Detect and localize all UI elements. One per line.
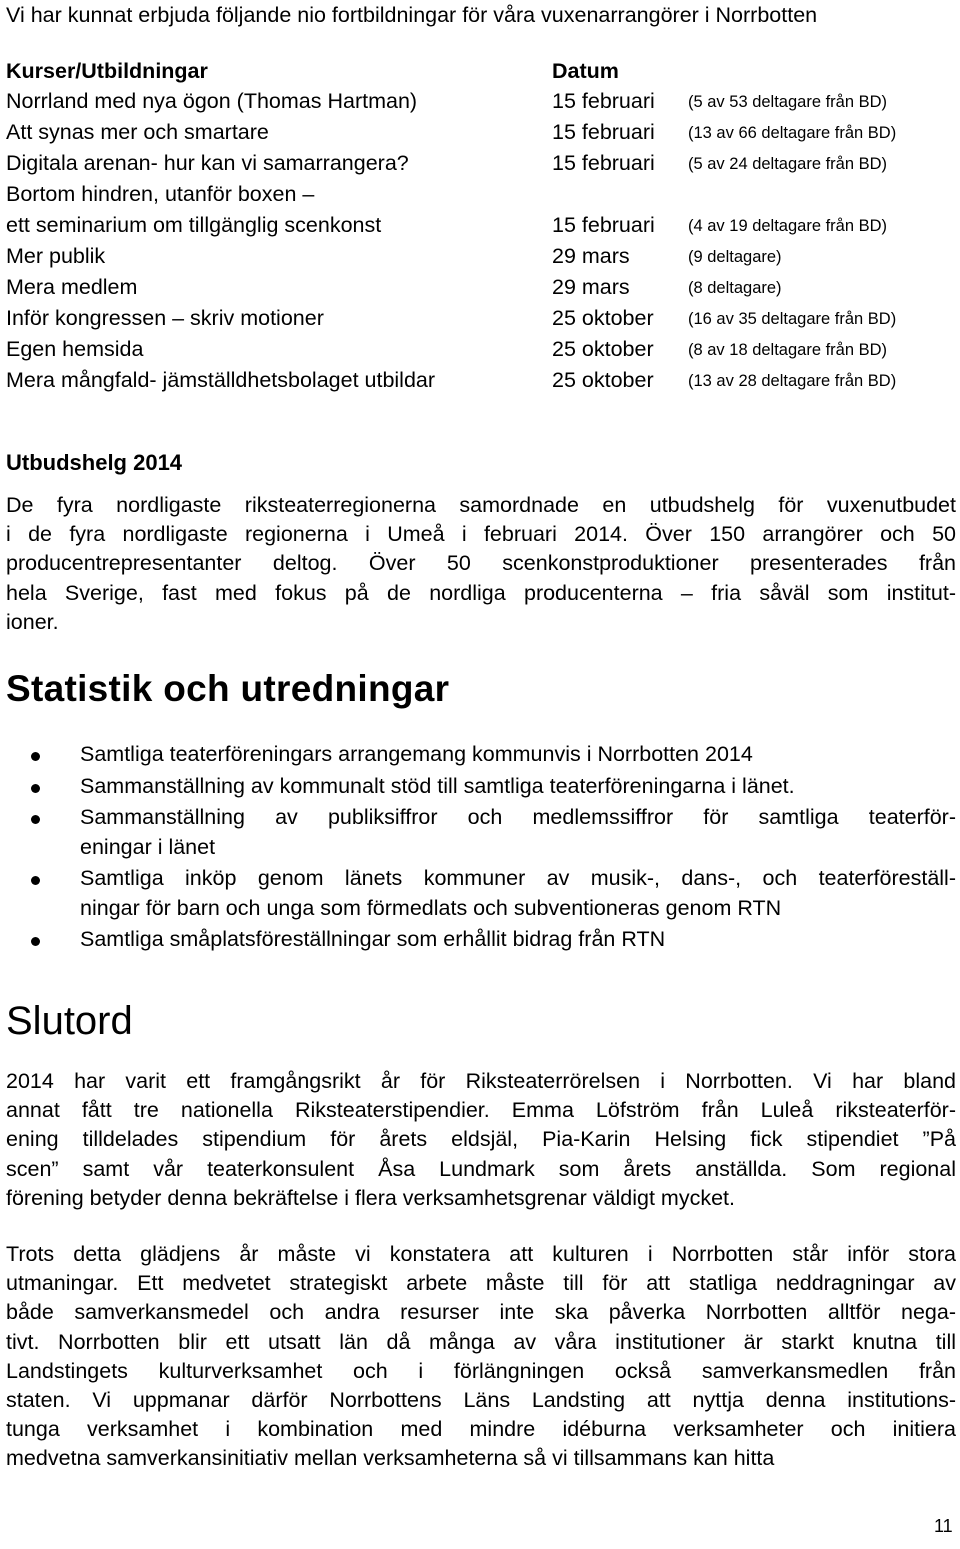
course-date: 29 mars <box>552 275 630 299</box>
slutord-p1-line: annat fått tre nationella Riksteaterstipendier. Emma Löfström från Luleå riksteaterför- <box>6 1098 956 1123</box>
course-participants: (5 av 53 deltagare från BD) <box>688 93 888 111</box>
course-participants: (8 av 18 deltagare från BD) <box>688 341 888 359</box>
courses-rows <box>6 86 956 396</box>
utbudshelg-line: De fyra nordligaste riksteaterregionerna samordnade en utbudshelg för vuxenutbudet <box>6 493 956 517</box>
course-name: Mera mångfald- jämställdhetsbolaget utbildar <box>6 368 436 392</box>
course-date: 15 februari <box>552 89 655 113</box>
slutord-p2-line: Landstingets kulturverksamhet och i förlängningen också samverkansmedlen från <box>6 1358 956 1383</box>
course-participants: (13 av 66 deltagare från BD) <box>688 124 897 142</box>
course-row <box>6 303 956 334</box>
utbudshelg-heading: Utbudshelg 2014 <box>6 450 183 475</box>
slutord-p2-line: tivt. Norrbotten blir ett utsatt län då många av våra institutioner är starkt knutna till <box>6 1329 956 1354</box>
course-row <box>6 117 956 148</box>
slutord-p1-line: 2014 har varit ett framgångsrikt år för Riksteaterrörelsen i Norrbotten. Vi har bland <box>6 1069 956 1093</box>
statistik-item-text: Samtliga småplatsföreställningar som erhållit bidrag från RTN <box>80 927 666 951</box>
course-name: Egen hemsida <box>6 337 144 361</box>
intro-text: Vi har kunnat erbjuda följande nio fortbildningar för våra vuxenarrangörer i Norrbotten <box>6 3 818 27</box>
slutord-p1-line: förening betyder denna bekräftelse i flera verksamhetsgrenar väldigt mycket. <box>6 1185 735 1210</box>
course-row <box>6 272 956 303</box>
statistik-heading: Statistik och utredningar <box>6 668 450 709</box>
course-name: Norrland med nya ögon (Thomas Hartman) <box>6 89 418 113</box>
course-name: Mer publik <box>6 244 106 268</box>
statistik-item-text: Samtliga inköp genom länets kommuner av musik-, dans-, och teaterföreställ- <box>80 866 956 890</box>
course-participants: (16 av 35 deltagare från BD) <box>688 310 897 328</box>
statistik-item-text: eningar i länet <box>80 834 216 859</box>
course-row <box>6 241 956 272</box>
course-row <box>6 210 956 241</box>
course-date: 25 oktober <box>552 306 654 330</box>
bullet-dot-icon <box>31 815 40 824</box>
utbudshelg-line: ioner. <box>6 609 59 634</box>
slutord-p2-line: utmaningar. Ett medvetet strategiskt arbete måste till för att statliga neddragningar av <box>6 1271 956 1296</box>
course-name: Inför kongressen – skriv motioner <box>6 306 324 330</box>
slutord-p2-line: både samverkansmedel och andra resurser inte ska påverka Norrbotten alltför nega- <box>6 1300 956 1325</box>
course-name: Mera medlem <box>6 275 138 299</box>
utbudshelg-paragraph <box>6 491 956 637</box>
statistik-item <box>0 740 956 770</box>
course-row <box>6 148 956 179</box>
course-name: Att synas mer och smartare <box>6 120 269 144</box>
statistik-item <box>0 772 956 802</box>
statistik-item-text: Samtliga teaterföreningars arrangemang kommunvis i Norrbotten 2014 <box>80 742 753 766</box>
course-participants: (13 av 28 deltagare från BD) <box>688 372 897 390</box>
slutord-heading: Slutord <box>6 999 133 1043</box>
statistik-item <box>0 864 956 923</box>
utbudshelg-line: i de fyra nordligaste regionerna i Umeå i februari 2014. Över 150 arrangörer och 50 <box>6 522 956 547</box>
course-date: 15 februari <box>552 213 655 237</box>
course-date: 15 februari <box>552 151 655 175</box>
page-number: 11 <box>934 1516 953 1536</box>
course-participants: (5 av 24 deltagare från BD) <box>688 155 888 173</box>
bullet-dot-icon <box>31 784 40 793</box>
course-name: ett seminarium om tillgänglig scenkonst <box>6 213 382 237</box>
statistik-list <box>0 740 960 955</box>
statistik-item-text: ningar för barn och unga som förmedlats och subventioneras genom RTN <box>80 895 782 920</box>
course-name: Bortom hindren, utanför boxen – <box>6 182 315 206</box>
slutord-paragraph-1 <box>6 1067 956 1213</box>
utbudshelg-line: hela Sverige, fast med fokus på de nordliga producenterna – fria såväl som institut- <box>6 580 956 605</box>
course-date: 25 oktober <box>552 368 654 392</box>
course-row <box>6 179 956 210</box>
utbudshelg-line: producentrepresentanter deltog. Över 50 scenkonstproduktioner presenterades från <box>6 551 956 576</box>
statistik-item-text: Sammanställning av publiksiffror och medlemssiffror för samtliga teaterför- <box>80 805 956 829</box>
courses-header-name: Kurser/Utbildningar <box>6 59 208 83</box>
course-name: Digitala arenan- hur kan vi samarrangera? <box>6 151 409 175</box>
course-date: 29 mars <box>552 244 630 268</box>
slutord-p2-line: tunga verksamhet i kombination med mindre idéburna verksamheter och initiera <box>6 1417 956 1442</box>
course-participants: (4 av 19 deltagare från BD) <box>688 217 888 235</box>
course-participants: (8 deltagare) <box>688 279 782 297</box>
slutord-paragraph-2 <box>6 1240 956 1474</box>
course-row <box>6 334 956 365</box>
statistik-item <box>0 803 956 862</box>
course-date: 15 februari <box>552 120 655 144</box>
course-row <box>6 86 956 117</box>
slutord-p2-line: medvetna samverkansinitiativ mellan verksamheterna så vi tillsammans kan hitta <box>6 1446 775 1471</box>
statistik-item-text: Sammanställning av kommunalt stöd till samtliga teaterföreningarna i länet. <box>80 773 795 798</box>
bullet-dot-icon <box>31 752 40 761</box>
course-date: 25 oktober <box>552 337 654 361</box>
slutord-p2-line: Trots detta glädjens år måste vi konstatera att kulturen i Norrbotten står inför stora <box>6 1242 956 1266</box>
courses-table <box>6 56 956 396</box>
statistik-item <box>0 925 956 955</box>
course-participants: (9 deltagare) <box>688 248 782 266</box>
bullet-dot-icon <box>31 876 40 885</box>
courses-header-date: Datum <box>552 59 619 83</box>
slutord-p1-line: ening tilldelades stipendium för årets eldsjäl, Pia-Karin Helsing fick stipendiet ”På <box>6 1127 956 1152</box>
bullet-dot-icon <box>31 937 40 946</box>
slutord-p1-line: scen” samt vår teaterkonsulent Åsa Lundmark som årets anställda. Som regional <box>6 1156 956 1181</box>
courses-header <box>6 56 956 86</box>
course-row <box>6 365 956 396</box>
slutord-p2-line: staten. Vi uppmanar därför Norrbottens Läns Landsting att nyttja denna institutions- <box>6 1387 956 1412</box>
